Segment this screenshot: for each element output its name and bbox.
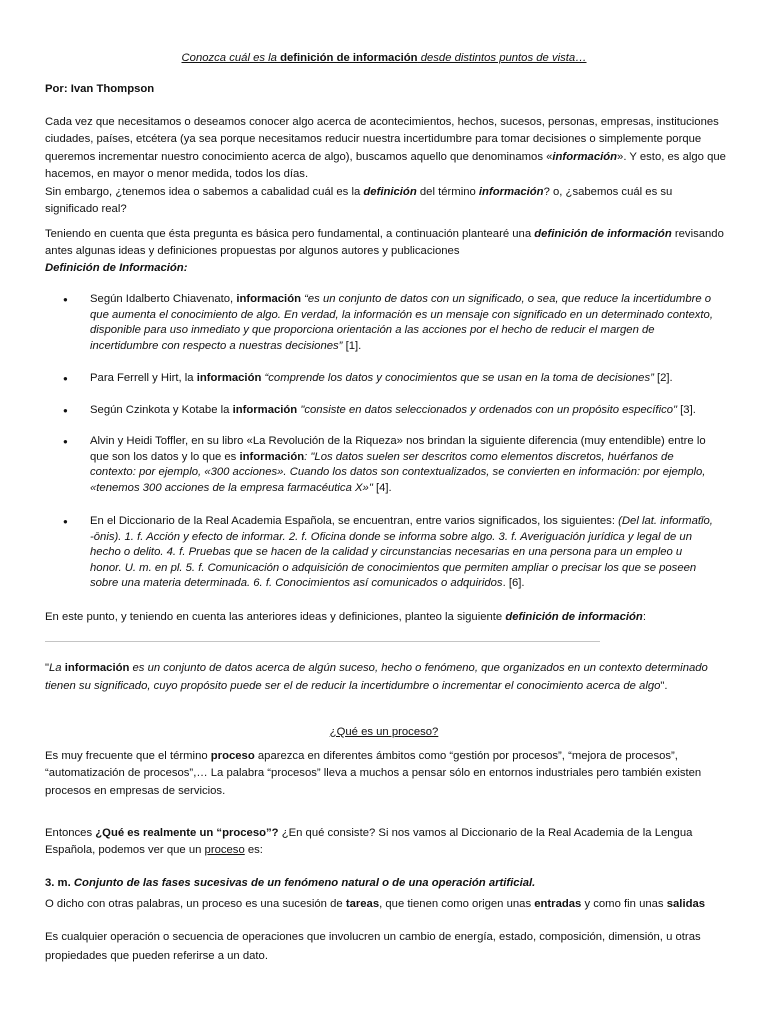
definition-quote: "La información es un conjunto de datos acerca de algún suceso, hecho o fenómeno, que organizados en un contexto determinado tienen su significado, cuyo propósito puede ser el de reducir la incertidumbre o incrementar el conocimiento acerca de algo". (45, 662, 708, 692)
list-item: ● En el Diccionario de la Real Academia Española, se encuentran, entre varios significados, los siguientes: (Del lat. informatĭo, -ōnis). 1. f. Acción y efecto de informar. 2. f. Oficina donde se informa sobre algo. 3. f. Averiguación jurídica y legal de un hecho o delito. 4. f. Pruebas que se hacen de la calidad y circunstancias necesarias en una persona para un empleo u honor. U. m. en pl. 5. f. Comunicación o adquisición de conocimientos que permiten ampliar o precisar los que se poseen sobre una materia determinada. 6. f. Conocimientos así comunicados o adquiridos. [6]. (90, 514, 716, 592)
list-item: ● Alvin y Heidi Toffler, en su libro «La Revolución de la Riqueza» nos brindan la siguiente diferencia (muy entendible) entre lo que son los datos y lo que es información: "Los datos suelen ser descritos como elementos discretos, huérfanos de contexto: por ejemplo, «300 acciones». Cuando los datos son contextualizados, se convierten en información: por ejemplo, «tenemos 300 acciones de la empresa farmacéutica X»" [4]. (90, 434, 716, 496)
list-item: ● Para Ferrell y Hirt, la información “comprende los datos y conocimientos que se usan en la toma de decisiones” [2]. (90, 371, 716, 387)
paragraph-2: Teniendo en cuenta que ésta pregunta es básica pero fundamental, a continuación plantearé una definición de información revisando antes algunas ideas y definiciones propuestas por algunos autores y publicaciones (45, 228, 724, 258)
author-line: Por: Ivan Thompson (45, 83, 155, 95)
paragraph-7: O dicho con otras palabras, un proceso es una sucesión de tareas, que tienen como origen unas entradas y como fin unas salidas (45, 898, 706, 910)
paragraph-6: 3. m. Conjunto de las fases sucesivas de un fenómeno natural o de una operación artificial. (45, 877, 536, 889)
section-heading: ¿Qué es un proceso? (329, 726, 439, 738)
paragraph-5: Entonces ¿Qué es realmente un “proceso”? ¿En qué consiste? Si nos vamos al Diccionario de la Real Academia de la Lengua Española, podemos ver que un proceso es: (45, 827, 693, 857)
paragraph-4: Es muy frecuente que el término proceso aparezca en diferentes ámbitos como “gestión por procesos”, “mejora de procesos”, “automatización de procesos”,… La palabra “procesos” lleva a muchos a pensar sólo en entornos industriales pero también existen procesos en empresas de servicios. (45, 750, 702, 797)
paragraph-3: En este punto, y teniendo en cuenta las anteriores ideas y definiciones, planteo la siguiente definición de información: (45, 611, 646, 623)
list-item: ● Según Idalberto Chiavenato, información “es un conjunto de datos con un significado, o sea, que reduce la incertidumbre o que aumenta el conocimiento de algo. En verdad, la información es un mensaje con significado en un determinado contexto, disponible para uso inmediato y que proporciona orientación a las acciones por el hecho de reducir el margen de incertidumbre con respecto a nuestras decisiones” [1]. (90, 292, 716, 354)
definition-heading: Definición de Información: (45, 262, 188, 274)
paragraph-8: Es cualquier operación o secuencia de operaciones que involucren un cambio de energía, estado, composición, dimensión, u otras propiedades que pueden referirse a un dato. (45, 931, 701, 962)
intro-paragraph: Cada vez que necesitamos o deseamos conocer algo acerca de acontecimientos, hechos, sucesos, personas, empresas, instituciones ciudades, países, etcétera (ya sea porque necesitamos reducir nuestra incertidumbre para tomar decisiones o simplemente porque queremos incrementar nuestro conocimiento acerca de algo), buscamos aquello que denominamos «información». Y esto, es algo que hacemos, en mayor o menor medida, todos los días. Sin embargo, ¿tenemos idea o sabemos a cabalidad cuál es la definición del término información? o, ¿sabemos cuál es su significado real? (45, 116, 726, 216)
document-title: Conozca cuál es la definición de información desde distintos puntos de vista… (181, 52, 587, 64)
divider (45, 641, 600, 642)
list-item: ● Según Czinkota y Kotabe la información "consiste en datos seleccionados y ordenados con un propósito específico" [3]. (90, 403, 716, 419)
